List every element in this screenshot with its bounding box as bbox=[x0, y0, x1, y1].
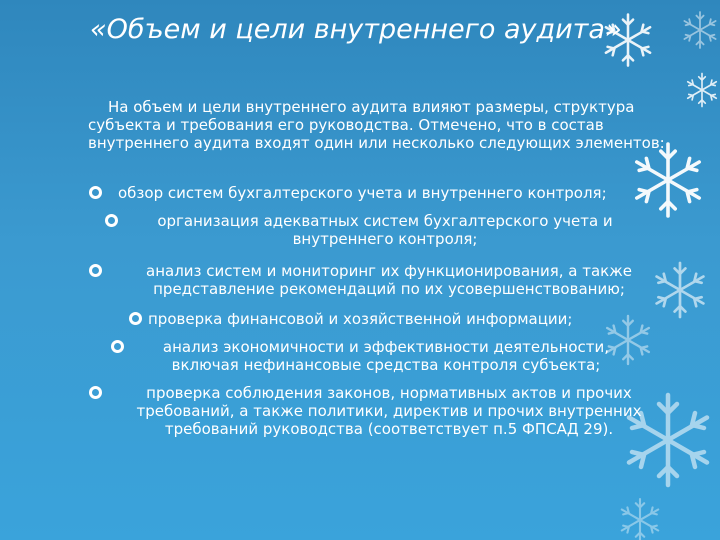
snowflake-icon bbox=[637, 144, 699, 216]
bullet-item bbox=[88, 384, 668, 438]
ring-bullet-icon bbox=[88, 185, 103, 200]
snowflake-icon bbox=[684, 12, 715, 48]
bullet-item bbox=[128, 310, 628, 328]
ring-bullet-icon bbox=[88, 263, 103, 278]
slide-title: «Объем и цели внутреннего аудита» bbox=[90, 14, 622, 45]
bullet-item bbox=[104, 212, 644, 248]
snowflake-icon bbox=[622, 499, 658, 540]
ring-bullet-icon bbox=[110, 339, 125, 354]
bullet-text: анализ систем и мониторинг их функционирования, а также представление рекомендаций по их усовершенствованию; bbox=[146, 262, 632, 298]
bullet-text: анализ экономичности и эффективности деятельности, включая нефинансовые средства контроля субъекта; bbox=[162, 338, 610, 374]
bullet-text: проверка соблюдения законов, нормативных актов и прочих требований, а также политики, директив и прочих внутренних требований руководства (соответствует п.5 ФПСАД 29). bbox=[136, 384, 642, 438]
bullet-item bbox=[88, 262, 668, 298]
ring-bullet-icon bbox=[104, 213, 119, 228]
intro-paragraph: На объем и цели внутреннего аудита влияют размеры, структура субъекта и требования его руководства. Отмечено, что в состав внутреннего аудита входят один или несколько следующих элементов: bbox=[88, 98, 665, 152]
ring-bullet-icon bbox=[128, 311, 143, 326]
bullet-item bbox=[110, 338, 640, 374]
bullet-text: проверка финансовой и хозяйственной информации; bbox=[148, 310, 573, 328]
ring-bullet-icon bbox=[88, 385, 103, 400]
bullet-item bbox=[88, 184, 668, 202]
bullet-text: организация адекватных систем бухгалтерского учета и внутреннего контроля; bbox=[157, 212, 613, 248]
bullet-text: обзор систем бухгалтерского учета и внутреннего контроля; bbox=[118, 184, 607, 202]
snowflake-icon bbox=[688, 74, 717, 107]
